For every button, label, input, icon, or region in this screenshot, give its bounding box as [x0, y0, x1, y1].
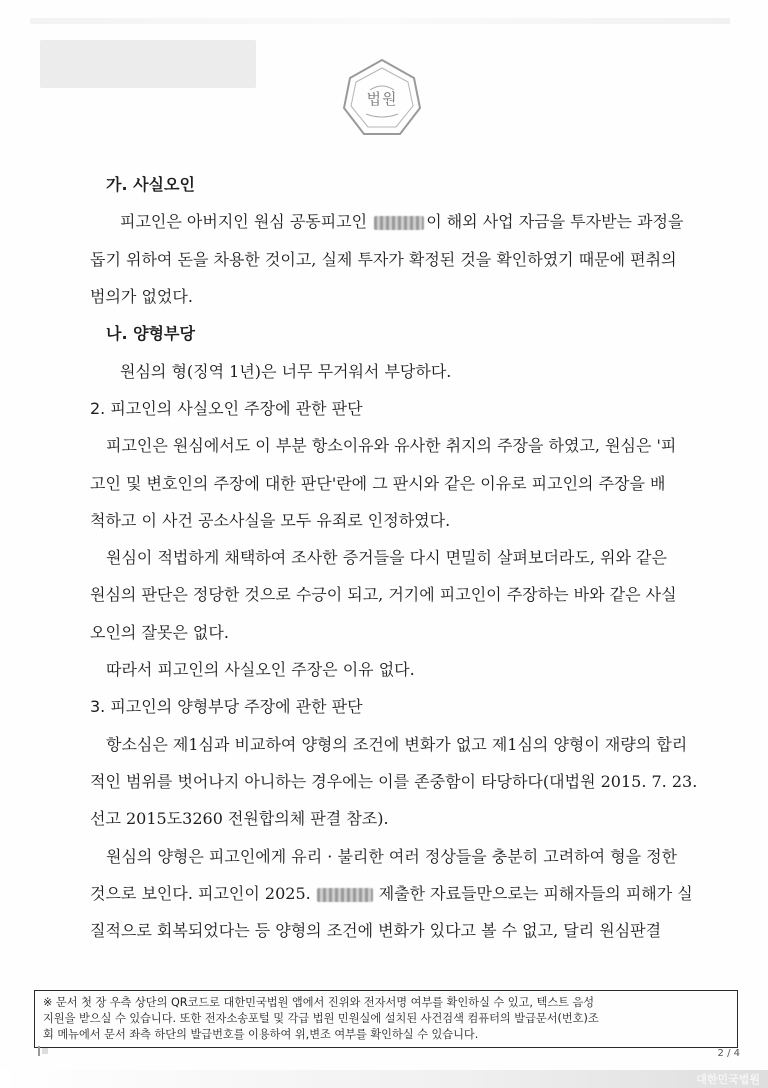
seal-label: 법원 [366, 89, 398, 108]
paragraph-5-line-1: 따라서 피고인의 사실오인 주장은 이유 없다. [106, 660, 415, 679]
paragraph-1-line-3: 범의가 없었다. [90, 287, 193, 306]
barcode-fragment-icon [38, 1046, 78, 1056]
paragraph-4-line-1: 원심이 적법하게 채택하여 조사한 증거들을 다시 면밀히 살펴보더라도, 위와 같은 [106, 548, 667, 567]
paragraph-1-line-1 [120, 212, 683, 232]
page-number: 2 / 4 [717, 1048, 740, 1059]
paragraph-7-line-2-text-a: 것으로 보인다. 피고인이 2025. [90, 884, 311, 903]
section-heading-2: 2. 피고인의 사실오인 주장에 관한 판단 [90, 399, 363, 418]
bottom-brand-text: 대한민국법원 [696, 1073, 760, 1086]
paragraph-7-line-3: 질적으로 회복되었다는 등 양형의 조건에 변화가 있다고 볼 수 없고, 달리 원심판결 [90, 921, 662, 940]
paragraph-6-line-1: 항소심은 제1심과 비교하여 양형의 조건에 변화가 없고 제1심의 양형이 재량의 합리 [106, 735, 688, 754]
paragraph-6-line-2: 적인 범위를 벗어나지 아니하는 경우에는 이를 존중함이 타당하다(대법원 2015. 7. 23. [90, 772, 698, 791]
notice-line-1: ※ 문서 첫 장 우측 상단의 QR코드로 대한민국법원 앱에서 진위와 전자서명 여부를 확인하실 수 있고, 텍스트 음성 [43, 996, 595, 1009]
paragraph-3-line-2: 고인 및 변호인의 주장에 대한 판단'란에 그 판시와 같은 이유로 피고인의 주장을 배 [90, 474, 666, 493]
paragraph-3-line-3: 척하고 이 사건 공소사실을 모두 유죄로 인정하였다. [90, 511, 451, 530]
verification-notice-box [34, 990, 738, 1048]
paragraph-6-line-3: 선고 2015도3260 전원합의체 판결 참조). [90, 809, 389, 828]
redacted-date [317, 888, 373, 902]
paragraph-1-line-2: 돕기 위하여 돈을 차용한 것이고, 실제 투자가 확정된 것을 확인하였기 때문에 편취의 [90, 250, 677, 269]
redacted-header-block [40, 40, 256, 88]
header-scan-artifact [30, 18, 730, 24]
paragraph-7-line-1: 원심의 양형은 피고인에게 유리 · 불리한 여러 정상들을 충분히 고려하여 형을 정한 [106, 847, 678, 866]
paragraph-4-line-3: 오인의 잘못은 없다. [90, 623, 229, 642]
section-heading-na: 나. 양형부당 [106, 324, 195, 343]
section-heading-ga: 가. 사실오인 [106, 175, 195, 194]
paragraph-4-line-2: 원심의 판단은 정당한 것으로 수긍이 되고, 거기에 피고인이 주장하는 바와 같은 사실 [90, 585, 677, 604]
redacted-name [374, 216, 424, 230]
paragraph-7-line-2-text-b: 제출한 자료들만으로는 피해자들의 피해가 실 [378, 884, 693, 903]
paragraph-1-line-1-text-b: 이 해외 사업 자금을 투자받는 과정을 [426, 212, 684, 231]
paragraph-1-line-1-text-a: 피고인은 아버지인 원심 공동피고인 [120, 212, 373, 231]
section-heading-3: 3. 피고인의 양형부당 주장에 관한 판단 [90, 697, 363, 716]
paragraph-3-line-1: 피고인은 원심에서도 이 부분 항소이유와 유사한 취지의 주장을 하였고, 원심은 '피 [106, 436, 677, 455]
notice-line-3: 회 메뉴에서 문서 좌측 하단의 발급번호를 이용하여 위,변조 여부를 확인하실 수 있습니다. [43, 1028, 479, 1041]
bottom-brand-bar [0, 1070, 768, 1088]
notice-line-2: 지원을 받으실 수 있습니다. 또한 전자소송포털 및 각급 법원 민원실에 설치된 사건검색 컴퓨터의 발급문서(번호)조 [43, 1012, 599, 1025]
court-seal [340, 56, 424, 140]
paragraph-7-line-2 [90, 884, 693, 904]
paragraph-2-line-1: 원심의 형(징역 1년)은 너무 무거워서 부당하다. [120, 362, 452, 381]
issue-number-mark [38, 1046, 78, 1056]
